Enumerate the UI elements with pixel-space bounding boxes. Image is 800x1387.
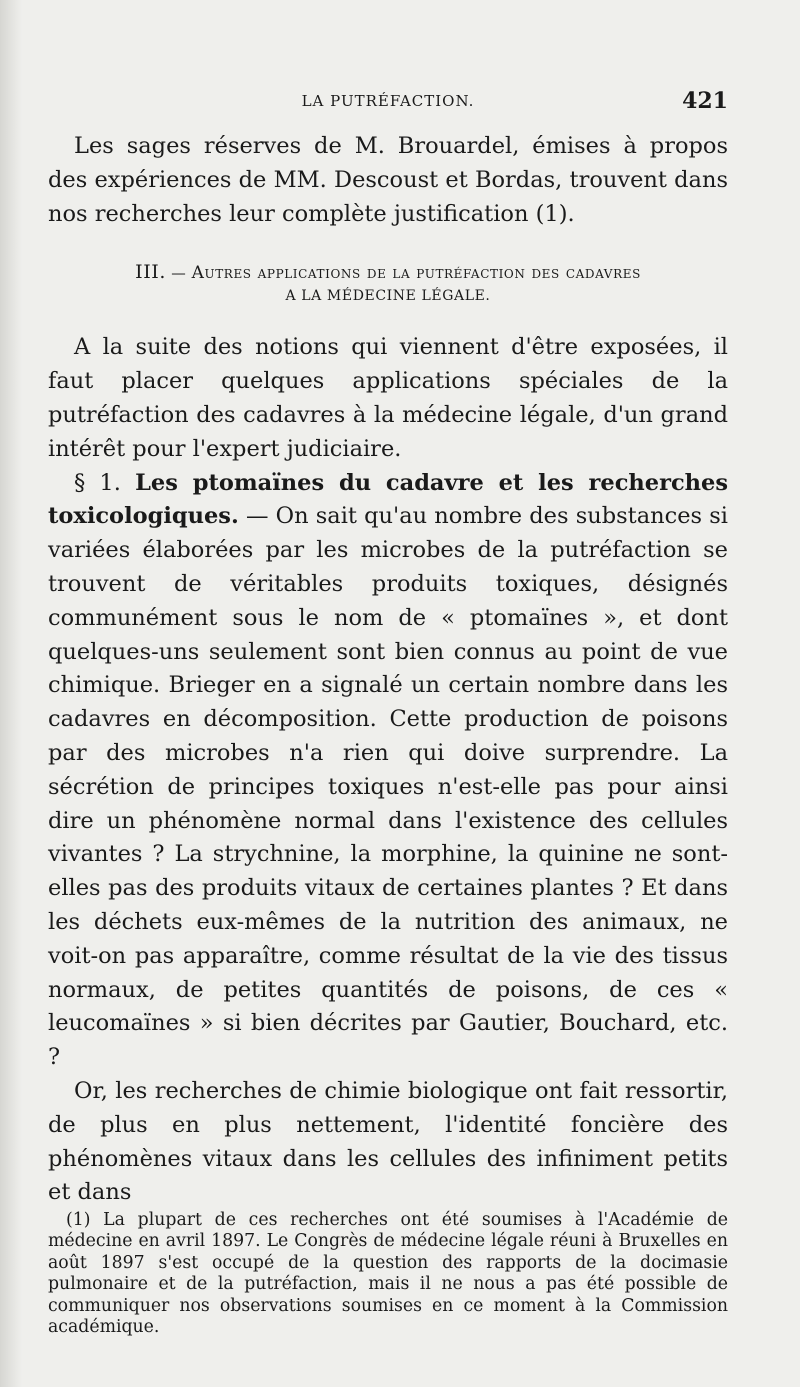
section-heading-line-2: A LA MÉDECINE LÉGALE. — [285, 288, 491, 305]
page-number: 421 — [682, 88, 728, 114]
paragraph-2: A la suite des notions qui viennent d'être exposées, il faut placer quelques applications spéciales de la putréfaction des cadavres à la médecine légale, d'un grand intérêt pour l'expert judiciaire. — [48, 334, 728, 462]
paragraph-4: Or, les recherches de chimie biologique ont fait ressortir, de plus en plus nettement, l'identité foncière des phénomènes vitaux dans les cellules des infiniment petits et dans — [48, 1077, 728, 1206]
subsection-title: Les ptomaïnes du cadavre et les recherches toxicologiques. — [48, 469, 728, 530]
page-header — [48, 88, 728, 118]
section-dash: — — [171, 266, 187, 283]
running-title: LA PUTRÉFACTION. — [301, 92, 475, 110]
footnote-1: (1) La plupart de ces recherches ont été soumises à l'Académie de médecine en avril 1897. Le Congrès de médecine légale réuni à Bruxelles en août 1897 s'est occupé de la question des rapports de la docimasie pulmonaire et de la putréfaction, mais il ne nous a pas été possible de communiquer nos observations soumises en ce moment à la Commission académique. — [48, 1210, 728, 1338]
section-heading — [48, 261, 728, 307]
gutter-shadow — [0, 0, 22, 1387]
subsection-text: — On sait qu'au nombre des substances si variées élaborées par les microbes de la putréfaction se trouvent de véritables produits toxiques, désignés communément sous le nom de « ptomaïnes », et dont quelques-uns seulement sont bien connus au point de vue chimique. Brieger en a signalé un certain nombre dans les cadavres en décomposition. Cette production de poisons par des microbes n'a rien qui doive surprendre. La sécrétion de principes toxiques n'est-elle pas pour ainsi dire un phénomène normal dans l'existence des cellules vivantes ? La strychnine, la morphine, la quinine ne sont-elles pas des produits vitaux de certaines plantes ? Et dans les déchets eux-mêmes de la nutrition des animaux, ne voit-on pas apparaître, comme résultat de la vie des tissus normaux, de petites quantités de poisons, de ces « leucomaïnes » si bien décrites par Gautier, Bouchard, etc. ? — [48, 503, 729, 1071]
section-heading-line-1: Autres applications de la putréfaction des cadavres — [191, 263, 641, 284]
footnotes — [48, 1210, 728, 1338]
subsection-mark: § 1. — [74, 469, 121, 496]
section-numeral: III. — [135, 261, 167, 284]
body-text — [48, 130, 728, 1210]
paragraph-3 — [48, 467, 728, 1075]
paragraph-1: Les sages réserves de M. Brouardel, émises à propos des expériences de MM. Descoust et Bordas, trouvent dans nos recherches leur complète justification (1). — [48, 133, 728, 227]
